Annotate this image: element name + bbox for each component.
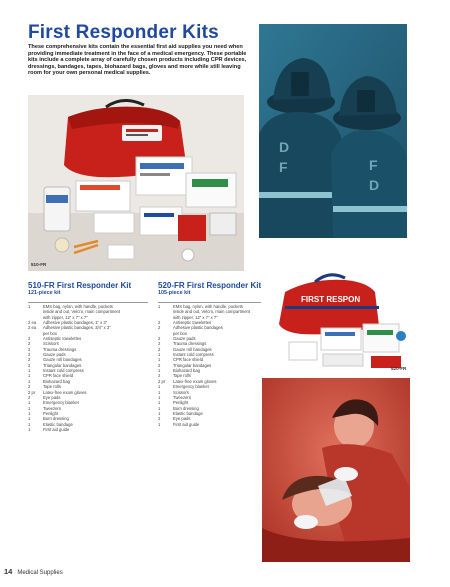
- kit-520-item-list: [158, 304, 263, 427]
- item-quantity: 2: [28, 341, 31, 347]
- item-description: Adhesive plastic bandages: [173, 325, 223, 331]
- kit-520-title: 520-FR First Responder Kit: [158, 281, 262, 290]
- item-quantity: 2: [158, 320, 161, 326]
- item-quantity: 1: [158, 368, 161, 374]
- footer-section: Medical Supplies: [17, 570, 63, 576]
- item-description: Biohazard bag: [43, 378, 71, 384]
- item-description: Scissors: [43, 341, 59, 347]
- item-description: Latex-free exam gloves: [173, 378, 217, 384]
- item-description: Elastic bandage: [43, 421, 73, 427]
- item-quantity: 2: [28, 384, 31, 390]
- page-title: First Responder Kits: [28, 22, 219, 43]
- small-bag-label: FIRST RESPON: [301, 295, 361, 304]
- item-description: Eye pads: [43, 394, 61, 400]
- item-quantity: 2: [28, 352, 31, 358]
- item-description: Gauze roll bandages: [43, 357, 82, 363]
- small-kit-photo: [261, 264, 411, 374]
- item-description: Gauze roll bandages: [173, 346, 212, 352]
- item-quantity: 1: [158, 389, 161, 395]
- item-quantity: 1: [158, 405, 161, 411]
- item-quantity: 2 ea: [28, 320, 37, 326]
- item-description: with zipper, 12" x 7" x 7": [173, 314, 218, 320]
- item-quantity: 1: [158, 400, 161, 406]
- page-footer: [4, 567, 63, 576]
- svg-text:F: F: [279, 159, 288, 175]
- svg-text:D: D: [369, 177, 380, 193]
- item-quantity: 1: [28, 378, 31, 384]
- item-description: inside and out, Velcro, main compartment: [43, 309, 121, 315]
- item-quantity: 2: [158, 416, 161, 422]
- item-description: Eye pads: [173, 416, 191, 422]
- kit-520-column-header: [158, 297, 263, 303]
- item-description: Tape rolls: [43, 384, 61, 390]
- item-description: per box: [173, 330, 187, 336]
- item-quantity: 1: [158, 410, 161, 416]
- kit-510-column-header: [28, 297, 148, 303]
- item-description: inside and out, Velcro, main compartment: [173, 309, 251, 315]
- item-quantity: 1: [158, 384, 161, 390]
- item-description: per box: [43, 330, 57, 336]
- kit-510-item-list: [28, 304, 148, 432]
- item-quantity: 1: [158, 394, 161, 400]
- kit-510-title: 510-FR First Responder Kit: [28, 281, 132, 290]
- svg-text:F: F: [369, 157, 378, 173]
- main-kit-tag: 510-FR: [31, 262, 47, 267]
- item-description: Penlight: [43, 410, 59, 416]
- item-description: Adhesive plastic bandages, 3/4" x 3": [43, 325, 111, 331]
- kit-510-subtitle: 121-piece kit: [28, 290, 61, 296]
- list-item: [28, 427, 148, 432]
- item-description: EMS bag, nylon, with handle, pockets: [173, 304, 243, 309]
- item-quantity: 1: [28, 421, 31, 427]
- item-quantity: 2 pr: [158, 378, 166, 384]
- item-quantity: 1: [158, 421, 161, 427]
- item-quantity: 2 ea: [28, 325, 37, 331]
- item-quantity: 1: [28, 373, 31, 379]
- list-item: [158, 422, 263, 427]
- kit-510-section: [28, 281, 148, 432]
- page-number: 14: [4, 567, 13, 576]
- item-description: Gauze pads: [173, 336, 196, 342]
- item-description: Antiseptic towelettes: [173, 320, 212, 326]
- item-description: Scissors: [173, 389, 189, 395]
- kit-520-subtitle: 105-piece kit: [158, 290, 191, 296]
- item-description: Emergency blanket: [43, 400, 79, 406]
- item-description: Tweezers: [43, 405, 61, 411]
- item-description: Trauma dressings: [43, 346, 77, 352]
- item-description: Emergency blanket: [173, 384, 209, 390]
- svg-text:D: D: [279, 139, 290, 155]
- item-quantity: 2: [28, 336, 31, 342]
- cpr-photo: [262, 378, 410, 562]
- item-description: Instant cold compress: [43, 368, 84, 374]
- item-quantity: 1: [28, 416, 31, 422]
- item-quantity: 2 pr: [28, 389, 36, 395]
- item-quantity: 1: [158, 304, 161, 309]
- item-quantity: 2: [158, 341, 161, 347]
- item-description: Triangular bandages: [43, 362, 82, 368]
- item-quantity: 2: [28, 362, 31, 368]
- item-quantity: 1: [28, 304, 31, 309]
- item-quantity: 2: [158, 325, 161, 331]
- item-description: Biohazard bag: [173, 368, 201, 374]
- item-quantity: 1: [28, 405, 31, 411]
- item-quantity: 1: [158, 352, 161, 358]
- item-description: CPR face shield: [43, 373, 74, 379]
- item-description: Triangular bandages: [173, 362, 212, 368]
- item-quantity: 2: [28, 394, 31, 400]
- item-quantity: 1: [28, 426, 31, 432]
- item-description: EMS bag, nylon, with handle, pockets: [43, 304, 113, 309]
- item-description: Burn dressing: [173, 405, 199, 411]
- item-description: Antiseptic towelettes: [43, 336, 82, 342]
- item-quantity: 1: [158, 357, 161, 363]
- kit-520-section: [158, 281, 263, 427]
- item-description: with zipper, 12" x 7" x 7": [43, 314, 88, 320]
- item-quantity: 1: [28, 410, 31, 416]
- item-quantity: 1: [28, 400, 31, 406]
- item-description: Gauze pads: [43, 352, 66, 358]
- item-description: First aid guide: [43, 426, 70, 432]
- item-quantity: 1: [28, 368, 31, 374]
- item-description: Trauma dressings: [173, 341, 207, 347]
- item-description: Penlight: [173, 400, 189, 406]
- item-quantity: 2: [28, 357, 31, 363]
- main-kit-photo: [28, 95, 244, 271]
- item-description: Elastic bandage: [173, 410, 203, 416]
- item-quantity: 2: [158, 373, 161, 379]
- item-description: CPR face shield: [173, 357, 204, 363]
- item-quantity: 2: [158, 346, 161, 352]
- item-description: Tweezers: [173, 394, 191, 400]
- firefighters-photo: [259, 24, 407, 238]
- item-description: Adhesive plastic bandages, 1" x 3": [43, 320, 108, 326]
- small-kit-tag: 520-FR: [391, 366, 407, 371]
- intro-paragraph: These comprehensive kits contain the essential first aid supplies you need when providing immediate treatment in the face of a medical emergency. These portable kits include a complete array of carefully chosen products including CPR devices, dressings, bandages, tapes, biohazard bags, gloves and more while still leaving room for your own personal medical supplies.: [28, 44, 247, 77]
- item-description: Instant cold compress: [173, 352, 214, 358]
- item-description: First aid guide: [173, 421, 200, 427]
- item-quantity: 2: [28, 346, 31, 352]
- item-description: Tape rolls: [173, 373, 191, 379]
- item-quantity: 2: [158, 336, 161, 342]
- item-description: Latex-free exam gloves: [43, 389, 87, 395]
- item-description: Burn dressing: [43, 416, 69, 422]
- item-quantity: 2: [158, 362, 161, 368]
